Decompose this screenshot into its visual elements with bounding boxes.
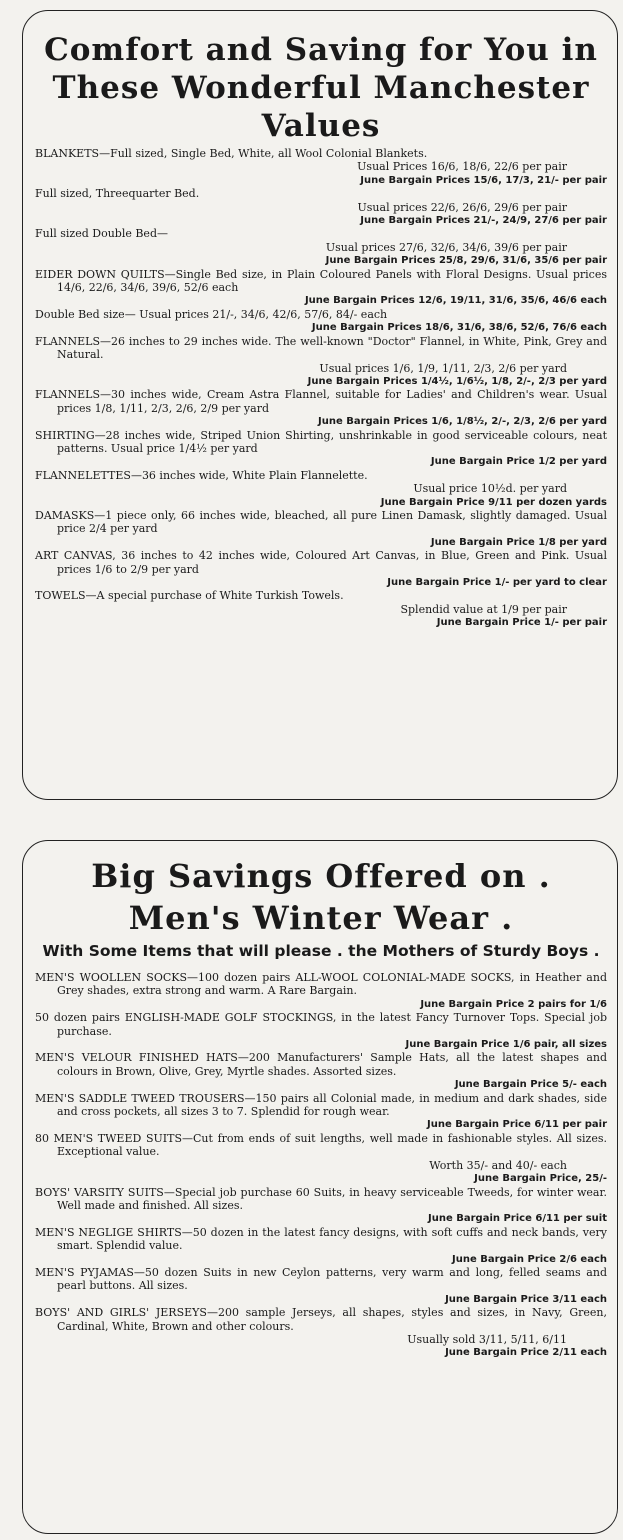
list-item [35, 335, 607, 389]
item-description: TOWELS—A special purchase of White Turkish Towels. [35, 589, 344, 603]
item-description: 80 MEN'S TWEED SUITS—Cut from ends of suit lengths, well made in fashionable styles. All sizes. Exceptional value. [35, 1131, 607, 1159]
list-item [35, 509, 607, 549]
list-item [35, 1011, 607, 1051]
bargain-price: June Bargain Prices 1/6, 1/8½, 2/-, 2/3, 2/6 per yard [318, 416, 607, 428]
item-description: MEN'S NEGLIGE SHIRTS—50 dozen in the latest fancy designs, with soft cuffs and neck bands, very smart. Splendid value. [35, 1225, 607, 1253]
bargain-price: June Bargain Price 1/- per yard to clear [387, 577, 607, 588]
bargain-price: June Bargain Price 2/6 each [452, 1253, 607, 1265]
item-description: MEN'S SADDLE TWEED TROUSERS—150 pairs all Colonial made, in medium and dark shades, side and cross pockets, all sizes 3 to 7. Splendid for rough wear. [35, 1091, 607, 1119]
usual-price: Usual prices 22/6, 26/6, 29/6 per pair [357, 200, 567, 214]
item-description: MEN'S PYJAMAS—50 dozen Suits in new Ceylon patterns, very warm and long, felled seams and pearl buttons. All sizes. [35, 1265, 607, 1293]
list-item [35, 469, 607, 509]
item-description: 50 dozen pairs ENGLISH-MADE GOLF STOCKINGS, in the latest Fancy Turnover Tops. Special job purchase. [35, 1011, 607, 1038]
item-description: Double Bed size— Usual prices 21/-, 34/6, 42/6, 57/6, 84/- each [35, 307, 388, 321]
list-item [35, 549, 607, 589]
usual-price: Usual prices 1/6, 1/9, 1/11, 2/3, 2/6 per yard [319, 361, 567, 375]
ad-subtitle: With Some Items that will please . the Mothers of Sturdy Boys . [42, 942, 600, 960]
item-description: Full sized, Threequarter Bed. [35, 187, 200, 201]
bargain-price: June Bargain Prices 1/4½, 1/6½, 1/8, 2/-, 2/3 per yard [307, 375, 607, 387]
bargain-price: June Bargain Price 3/11 each [445, 1293, 607, 1305]
bargain-price: June Bargain Price 2/11 each [445, 1347, 607, 1359]
usual-price: Worth 35/- and 40/- each [429, 1158, 567, 1172]
usual-price: Usual prices 27/6, 32/6, 34/6, 39/6 per pair [325, 240, 567, 254]
item-list [35, 147, 607, 630]
list-item [35, 147, 607, 187]
item-description: BOYS' AND GIRLS' JERSEYS—200 sample Jerseys, all shapes, styles and sizes, in Navy, Green, Cardinal, White, Brown and other colours. [35, 1306, 607, 1333]
list-item [35, 1226, 607, 1266]
ad-title: Comfort and Saving for You in These Wonderful Manchester Values [44, 32, 598, 144]
list-item [35, 1051, 607, 1091]
list-item [35, 268, 607, 308]
item-description: FLANNELS—30 inches wide, Cream Astra Flannel, suitable for Ladies' and Children's wear. Usual prices 1/8, 1/11, 2/3, 2/6, 2/9 per yard [35, 388, 607, 415]
ad-title: Big Savings Offered on . Men's Winter Wear . [91, 857, 551, 937]
usual-price: Splendid value at 1/9 per pair [400, 602, 567, 616]
list-item [35, 308, 607, 335]
item-description: FLANNELETTES—36 inches wide, White Plain Flannelette. [35, 468, 368, 482]
advertisement-mens-winter-wear [22, 840, 618, 1534]
usual-price: Usually sold 3/11, 5/11, 6/11 [407, 1332, 567, 1346]
list-item [35, 1186, 607, 1226]
item-list [35, 971, 607, 1360]
list-item [35, 388, 607, 428]
item-description: EIDER DOWN QUILTS—Single Bed size, in Plain Coloured Panels with Floral Designs. Usual prices 14/6, 22/6, 34/6, 39/6, 52/6 each [35, 267, 607, 295]
bargain-price: June Bargain Prices 21/-, 24/9, 27/6 per pair [360, 215, 607, 227]
list-item [35, 227, 607, 267]
item-description: BOYS' VARSITY SUITS—Special job purchase 60 Suits, in heavy serviceable Tweeds, for winter wear. Well made and finished. All sizes. [35, 1185, 607, 1212]
bargain-price: June Bargain Price 2 pairs for 1/6 [420, 998, 607, 1010]
list-item [35, 1092, 607, 1132]
bargain-price: June Bargain Price 5/- each [454, 1079, 607, 1091]
bargain-price: June Bargain Prices 12/6, 19/11, 31/6, 35/6, 46/6 each [304, 295, 607, 307]
bargain-price: June Bargain Price 1/8 per yard [430, 536, 607, 548]
list-item [35, 187, 607, 227]
bargain-price: June Bargain Price 6/11 per suit [428, 1213, 607, 1225]
bargain-price: June Bargain Prices 25/8, 29/6, 31/6, 35/6 per pair [325, 255, 607, 267]
usual-price: Usual price 10½d. per yard [413, 482, 567, 496]
list-item [35, 429, 607, 469]
bargain-price: June Bargain Prices 18/6, 31/6, 38/6, 52/6, 76/6 each [311, 322, 607, 334]
item-description: SHIRTING—28 inches wide, Striped Union Shirting, unshrinkable in good serviceable colours, neat patterns. Usual price 1/4½ per yard [35, 428, 607, 455]
bargain-price: June Bargain Price, 25/- [474, 1173, 607, 1185]
item-description: MEN'S WOOLLEN SOCKS—100 dozen pairs ALL-WOOL COLONIAL-MADE SOCKS, in Heather and Grey shades, extra strong and warm. A Rare Bargain. [35, 971, 607, 998]
list-item [35, 1132, 607, 1186]
usual-price: Usual Prices 16/6, 18/6, 22/6 per pair [357, 160, 567, 174]
bargain-price: June Bargain Prices 15/6, 17/3, 21/- per pair [360, 174, 607, 186]
item-description: ART CANVAS, 36 inches to 42 inches wide, Coloured Art Canvas, in Blue, Green and Pink. Usual prices 1/6 to 2/9 per yard [35, 549, 607, 576]
item-description: MEN'S VELOUR FINISHED HATS—200 Manufacturers' Sample Hats, all the latest shapes and colours in Brown, Olive, Grey, Myrtle shades. Assorted sizes. [35, 1051, 607, 1078]
list-item [35, 971, 607, 1011]
item-description: BLANKETS—Full sized, Single Bed, White, all Wool Colonial Blankets. [35, 147, 428, 160]
advertisement-manchester-values [22, 10, 618, 800]
item-description: FLANNELS—26 inches to 29 inches wide. The well-known "Doctor" Flannel, in White, Pink, Grey and Natural. [35, 334, 607, 362]
list-item [35, 1306, 607, 1360]
item-description: Full sized Double Bed— [35, 227, 168, 241]
bargain-price: June Bargain Price 1/2 per yard [430, 456, 607, 468]
list-item [35, 1266, 607, 1306]
bargain-price: June Bargain Price 1/6 pair, all sizes [405, 1039, 607, 1051]
item-description: DAMASKS—1 piece only, 66 inches wide, bleached, all pure Linen Damask, slightly damaged. Usual price 2/4 per yard [35, 508, 607, 536]
bargain-price: June Bargain Price 9/11 per dozen yards [380, 496, 607, 508]
list-item [35, 589, 607, 629]
bargain-price: June Bargain Price 1/- per pair [436, 617, 607, 629]
bargain-price: June Bargain Price 6/11 per pair [427, 1119, 607, 1131]
